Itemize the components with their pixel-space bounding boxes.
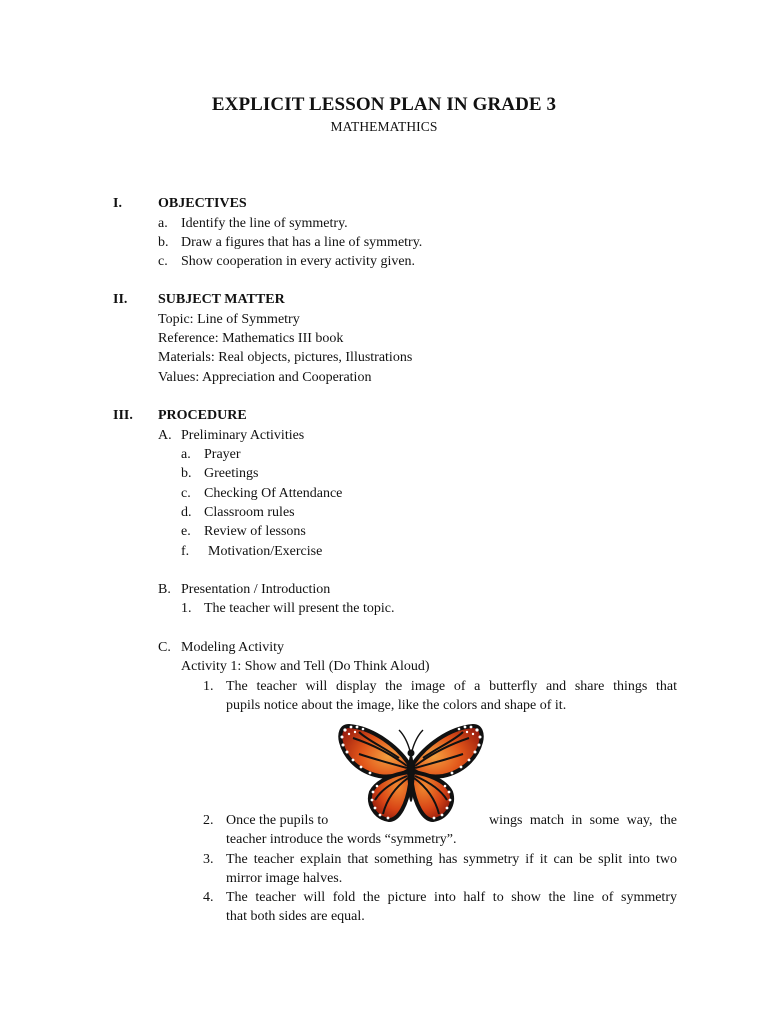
butterfly-icon: [337, 720, 485, 827]
list-item: Prayer: [204, 447, 241, 462]
step-text: The teacher will fold the picture into half to show the line of symmetry: [226, 890, 677, 905]
step-text: mirror image halves.: [226, 871, 343, 886]
list-marker: c.: [158, 254, 168, 269]
step-text: teacher introduce the words “symmetry”.: [226, 832, 457, 847]
subject-line-values: Values: Appreciation and Cooperation: [158, 370, 372, 385]
subject-line-materials: Materials: Real objects, pictures, Illustrations: [158, 350, 413, 365]
subsection-presentation: Presentation / Introduction: [181, 582, 331, 597]
section-number-1: I.: [113, 196, 122, 211]
list-item: Review of lessons: [204, 524, 306, 539]
document-title: EXPLICIT LESSON PLAN IN GRADE 3: [211, 94, 557, 115]
list-item: Checking Of Attendance: [204, 486, 343, 501]
step-text: The teacher explain that something has symmetry if it can be split into two: [226, 852, 677, 867]
list-marker: C.: [158, 640, 171, 655]
subsection-preliminary: Preliminary Activities: [181, 428, 305, 443]
list-marker: c.: [181, 486, 191, 501]
list-marker: a.: [158, 216, 168, 231]
list-item: Classroom rules: [204, 505, 295, 520]
butterfly-image: [337, 720, 485, 827]
objective-item: Identify the line of symmetry.: [181, 216, 348, 231]
subject-line-topic: Topic: Line of Symmetry: [158, 312, 300, 327]
step-text: Once the pupils to: [226, 813, 329, 828]
list-marker: d.: [181, 505, 192, 520]
list-marker: 2.: [203, 813, 214, 828]
section-number-3: III.: [113, 408, 133, 423]
list-item: Motivation/Exercise: [208, 544, 323, 559]
list-marker: a.: [181, 447, 191, 462]
list-item: The teacher will present the topic.: [204, 601, 395, 616]
step-text: The teacher will display the image of a butterfly and share things that: [226, 679, 677, 694]
step-text: pupils notice about the image, like the colors and shape of it.: [226, 698, 567, 713]
section-heading-objectives: OBJECTIVES: [158, 196, 247, 211]
subsection-modeling: Modeling Activity: [181, 640, 285, 655]
list-marker: f.: [181, 544, 190, 559]
list-marker: b.: [158, 235, 169, 250]
objective-item: Show cooperation in every activity given.: [181, 254, 416, 269]
list-item: Greetings: [204, 466, 259, 481]
subject-line-reference: Reference: Mathematics III book: [158, 331, 344, 346]
list-marker: 1.: [203, 679, 214, 694]
section-heading-procedure: PROCEDURE: [158, 408, 247, 423]
list-marker: 4.: [203, 890, 214, 905]
step-text: that both sides are equal.: [226, 909, 365, 924]
list-marker: e.: [181, 524, 191, 539]
list-marker: A.: [158, 428, 172, 443]
step-text: wings match in some way, the: [489, 813, 677, 828]
list-marker: b.: [181, 466, 192, 481]
activity-title: Activity 1: Show and Tell (Do Think Aloud): [181, 659, 430, 674]
list-marker: 3.: [203, 852, 214, 867]
objective-item: Draw a figures that has a line of symmetry.: [181, 235, 423, 250]
list-marker: 1.: [181, 601, 192, 616]
section-heading-subject-matter: SUBJECT MATTER: [158, 292, 285, 307]
list-marker: B.: [158, 582, 171, 597]
section-number-2: II.: [113, 292, 128, 307]
document-subtitle: MATHEMATHICS: [330, 119, 438, 134]
